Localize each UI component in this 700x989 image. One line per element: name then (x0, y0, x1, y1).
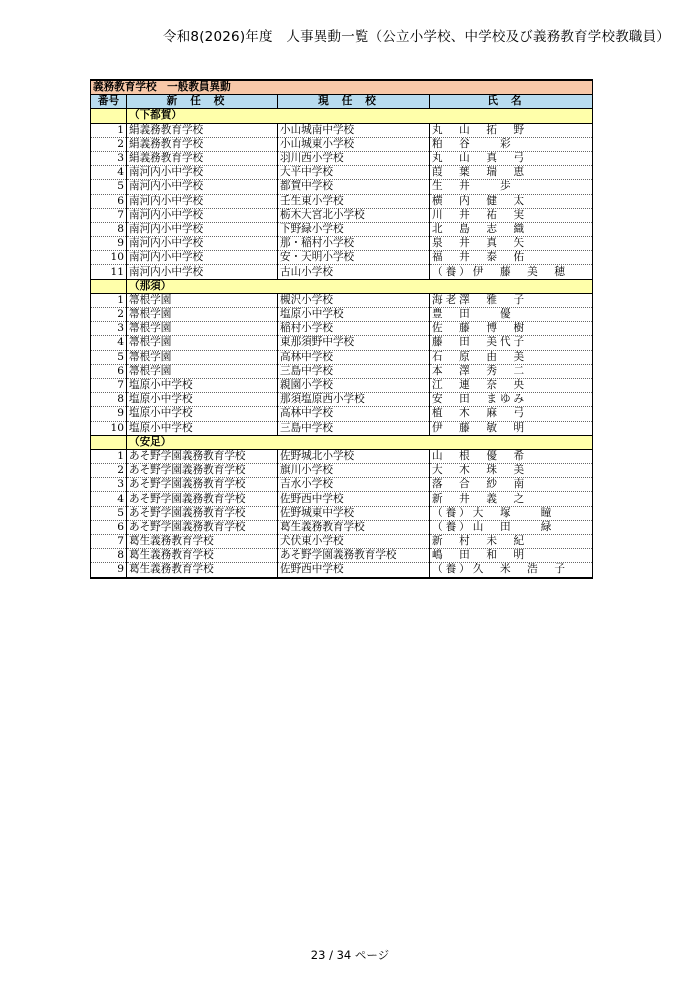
area-label: （那須） (127, 279, 593, 293)
table-row (91, 506, 593, 520)
name-cell: 大 木 珠 美 (430, 464, 593, 478)
current-school-cell: 小山城南中学校 (278, 123, 430, 137)
row-number: 6 (91, 194, 127, 208)
personnel-transfer-table (90, 79, 593, 579)
new-school-cell: 南河内小中学校 (127, 222, 278, 236)
area-header-row (91, 109, 593, 123)
header-name: 氏名 (430, 95, 593, 109)
current-school-cell: 大平中学校 (278, 166, 430, 180)
row-number: 6 (91, 520, 127, 534)
table-row (91, 137, 593, 151)
current-school-cell: 三島中学校 (278, 421, 430, 435)
table-row (91, 407, 593, 421)
row-number: 4 (91, 336, 127, 350)
new-school-cell: 南河内小中学校 (127, 251, 278, 265)
new-school-cell: 南河内小中学校 (127, 208, 278, 222)
table-row (91, 449, 593, 463)
table-row (91, 464, 593, 478)
current-school-cell: あそ野学園義務教育学校 (278, 549, 430, 563)
row-number: 10 (91, 251, 127, 265)
new-school-cell: 絹義務教育学校 (127, 137, 278, 151)
current-school-cell: 佐野城東中学校 (278, 506, 430, 520)
row-number: 3 (91, 151, 127, 165)
area-label: （安足） (127, 435, 593, 449)
current-school-cell: 佐野西中学校 (278, 492, 430, 506)
name-cell: 川 井 祐 実 (430, 208, 593, 222)
new-school-cell: 南河内小中学校 (127, 194, 278, 208)
row-number: 8 (91, 222, 127, 236)
new-school-cell: 箒根学園 (127, 364, 278, 378)
new-school-cell: 南河内小中学校 (127, 237, 278, 251)
row-number: 7 (91, 378, 127, 392)
name-cell: 本 澤 秀 二 (430, 364, 593, 378)
row-number: 2 (91, 464, 127, 478)
table-banner: 義務教育学校 一般教員異動 (91, 80, 593, 95)
current-school-cell: 古山小学校 (278, 265, 430, 279)
new-school-cell: 塩原小中学校 (127, 407, 278, 421)
new-school-cell: 塩原小中学校 (127, 393, 278, 407)
current-school-cell: 壬生東小学校 (278, 194, 430, 208)
table-row (91, 180, 593, 194)
current-school-cell: 佐野西中学校 (278, 563, 430, 578)
name-cell: 新 村 未 紀 (430, 535, 593, 549)
current-school-cell: 稲村小学校 (278, 322, 430, 336)
current-school-cell: 三島中学校 (278, 364, 430, 378)
area-header-spacer (91, 435, 127, 449)
table-row (91, 123, 593, 137)
new-school-cell: 南河内小中学校 (127, 166, 278, 180)
row-number: 5 (91, 350, 127, 364)
new-school-cell: 箒根学園 (127, 322, 278, 336)
table-row (91, 151, 593, 165)
row-number: 10 (91, 421, 127, 435)
name-cell: 海老澤 雅 子 (430, 293, 593, 307)
new-school-cell: あそ野学園義務教育学校 (127, 478, 278, 492)
table-row (91, 350, 593, 364)
row-number: 1 (91, 293, 127, 307)
name-cell: 嶋 田 和 明 (430, 549, 593, 563)
table-row (91, 393, 593, 407)
table-row (91, 308, 593, 322)
current-school-cell: 犬伏東小学校 (278, 535, 430, 549)
row-number: 3 (91, 322, 127, 336)
row-number: 9 (91, 237, 127, 251)
area-header-row (91, 435, 593, 449)
current-school-cell: 親園小学校 (278, 378, 430, 392)
table-row (91, 322, 593, 336)
new-school-cell: あそ野学園義務教育学校 (127, 449, 278, 463)
current-school-cell: 那須塩原西小学校 (278, 393, 430, 407)
name-cell: （養）伊 藤 美 穂 (430, 265, 593, 279)
row-number: 3 (91, 478, 127, 492)
row-number: 1 (91, 449, 127, 463)
row-number: 7 (91, 535, 127, 549)
new-school-cell: あそ野学園義務教育学校 (127, 520, 278, 534)
new-school-cell: 葛生義務教育学校 (127, 549, 278, 563)
name-cell: 豊 田 優 (430, 308, 593, 322)
row-number: 4 (91, 166, 127, 180)
name-cell: 福 井 泰 佑 (430, 251, 593, 265)
current-school-cell: 槻沢小学校 (278, 293, 430, 307)
new-school-cell: あそ野学園義務教育学校 (127, 492, 278, 506)
new-school-cell: 南河内小中学校 (127, 265, 278, 279)
page-title: 令和8(2026)年度 人事異動一覧（公立小学校、中学校及び義務教育学校教職員） (163, 29, 670, 45)
row-number: 9 (91, 563, 127, 578)
table-row (91, 520, 593, 534)
name-cell: 落 合 紗 南 (430, 478, 593, 492)
row-number: 9 (91, 407, 127, 421)
current-school-cell: 高林中学校 (278, 350, 430, 364)
name-cell: 北 島 志 織 (430, 222, 593, 236)
table-row (91, 478, 593, 492)
row-number: 4 (91, 492, 127, 506)
table-row (91, 563, 593, 578)
area-header-row (91, 279, 593, 293)
new-school-cell: 箒根学園 (127, 308, 278, 322)
name-cell: 泉 井 真 矢 (430, 237, 593, 251)
name-cell: 伊 藤 敏 明 (430, 421, 593, 435)
table-row (91, 293, 593, 307)
name-cell: 粕 谷 彩 (430, 137, 593, 151)
name-cell: 山 根 優 希 (430, 449, 593, 463)
new-school-cell: 絹義務教育学校 (127, 151, 278, 165)
current-school-cell: 都賀中学校 (278, 180, 430, 194)
table-row (91, 336, 593, 350)
name-cell: 佐 藤 博 樹 (430, 322, 593, 336)
current-school-cell: 下野緑小学校 (278, 222, 430, 236)
name-cell: （養）大 塚 瞳 (430, 506, 593, 520)
name-cell: 丸 山 拓 野 (430, 123, 593, 137)
current-school-cell: 吉水小学校 (278, 478, 430, 492)
area-header-spacer (91, 109, 127, 123)
name-cell: 葭 葉 瑞 恵 (430, 166, 593, 180)
name-cell: （養）山 田 緑 (430, 520, 593, 534)
row-number: 7 (91, 208, 127, 222)
new-school-cell: 南河内小中学校 (127, 180, 278, 194)
table-row (91, 237, 593, 251)
new-school-cell: 塩原小中学校 (127, 378, 278, 392)
header-number: 番号 (91, 95, 127, 109)
table-row (91, 208, 593, 222)
row-number: 6 (91, 364, 127, 378)
new-school-cell: 箒根学園 (127, 350, 278, 364)
new-school-cell: あそ野学園義務教育学校 (127, 506, 278, 520)
current-school-cell: 栃木大宮北小学校 (278, 208, 430, 222)
table-row (91, 535, 593, 549)
new-school-cell: 箒根学園 (127, 336, 278, 350)
current-school-cell: 旗川小学校 (278, 464, 430, 478)
table-row (91, 549, 593, 563)
name-cell: （養）久 米 浩 子 (430, 563, 593, 578)
header-new-school: 新任校 (127, 95, 278, 109)
row-number: 5 (91, 180, 127, 194)
area-label: （下都賀） (127, 109, 593, 123)
table-row (91, 421, 593, 435)
name-cell: 江 連 奈 央 (430, 378, 593, 392)
name-cell: 新 井 義 之 (430, 492, 593, 506)
current-school-cell: 塩原小中学校 (278, 308, 430, 322)
table-row (91, 166, 593, 180)
current-school-cell: 安・天明小学校 (278, 251, 430, 265)
table-row (91, 265, 593, 279)
table-row (91, 364, 593, 378)
name-cell: 植 木 麻 弓 (430, 407, 593, 421)
table-row (91, 492, 593, 506)
row-number: 8 (91, 549, 127, 563)
row-number: 5 (91, 506, 127, 520)
row-number: 11 (91, 265, 127, 279)
table-row (91, 378, 593, 392)
new-school-cell: 箒根学園 (127, 293, 278, 307)
table-row (91, 251, 593, 265)
row-number: 2 (91, 308, 127, 322)
name-cell: 生 井 歩 (430, 180, 593, 194)
current-school-cell: 高林中学校 (278, 407, 430, 421)
name-cell: 安 田 まゆみ (430, 393, 593, 407)
table-row (91, 222, 593, 236)
new-school-cell: 塩原小中学校 (127, 421, 278, 435)
column-header-row (91, 95, 593, 109)
current-school-cell: 羽川西小学校 (278, 151, 430, 165)
current-school-cell: 東那須野中学校 (278, 336, 430, 350)
current-school-cell: 小山城東小学校 (278, 137, 430, 151)
current-school-cell: 葛生義務教育学校 (278, 520, 430, 534)
name-cell: 横 内 健 太 (430, 194, 593, 208)
new-school-cell: 葛生義務教育学校 (127, 535, 278, 549)
area-header-spacer (91, 279, 127, 293)
header-current-school: 現任校 (278, 95, 430, 109)
new-school-cell: あそ野学園義務教育学校 (127, 464, 278, 478)
new-school-cell: 絹義務教育学校 (127, 123, 278, 137)
page-number: 23 / 34 ページ (310, 948, 390, 962)
name-cell: 丸 山 真 弓 (430, 151, 593, 165)
new-school-cell: 葛生義務教育学校 (127, 563, 278, 578)
row-number: 2 (91, 137, 127, 151)
current-school-cell: 那・稲村小学校 (278, 237, 430, 251)
row-number: 1 (91, 123, 127, 137)
current-school-cell: 佐野城北小学校 (278, 449, 430, 463)
row-number: 8 (91, 393, 127, 407)
name-cell: 石 原 由 美 (430, 350, 593, 364)
table-banner-row (91, 80, 593, 95)
name-cell: 藤 田 美代子 (430, 336, 593, 350)
table-row (91, 194, 593, 208)
